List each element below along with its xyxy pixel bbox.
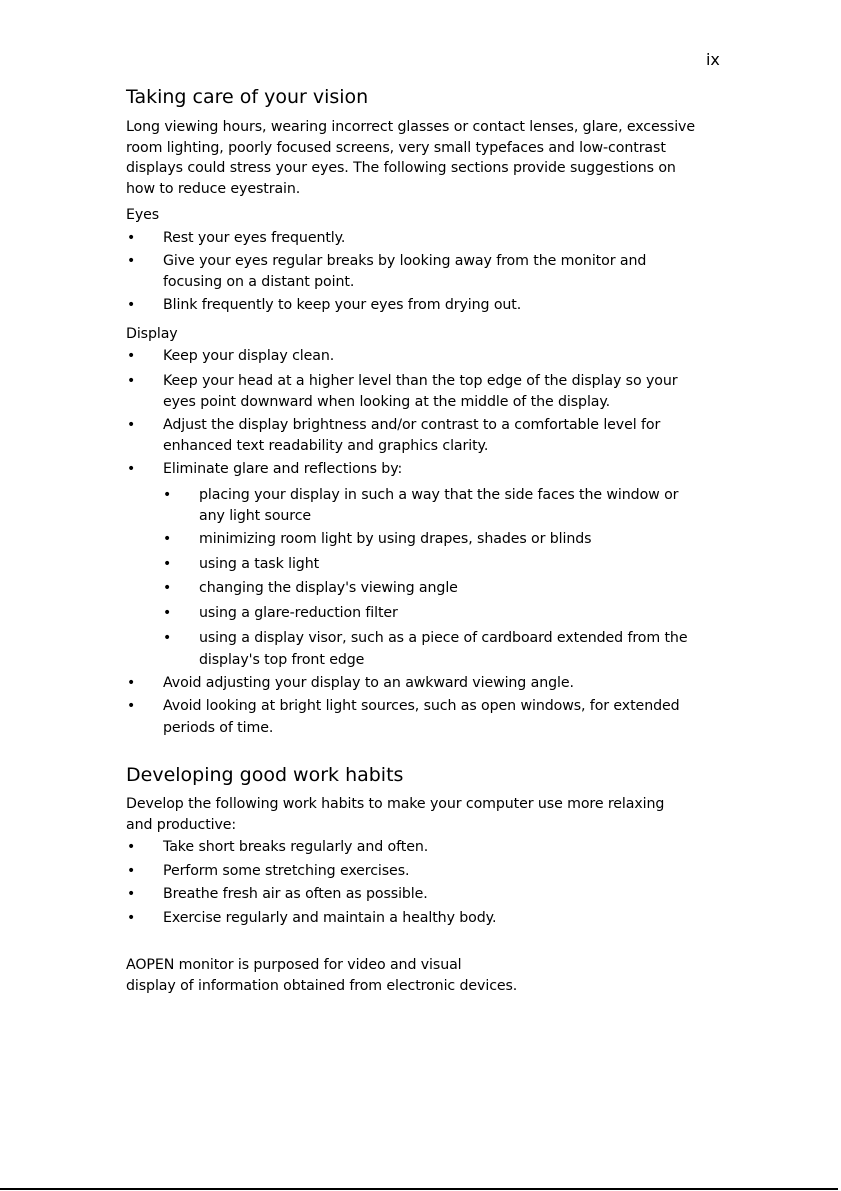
- list-item-text: Eliminate glare and reflections by:: [163, 461, 403, 477]
- list-item-text: Keep your head at a higher level than the top edge of the display so your: [163, 373, 678, 389]
- list-item-text: placing your display in such a way that the side faces the window or: [199, 487, 679, 503]
- bullet-icon: •: [127, 910, 136, 926]
- bullet-icon: •: [127, 886, 136, 902]
- paragraph-line: Long viewing hours, wearing incorrect glasses or contact lenses, glare, excessive: [126, 119, 695, 135]
- list-item-text: using a display visor, such as a piece of cardboard extended from the: [199, 630, 688, 646]
- paragraph-line: room lighting, poorly focused screens, very small typefaces and low-contrast: [126, 140, 666, 156]
- list-item-text: eyes point downward when looking at the middle of the display.: [163, 394, 611, 410]
- paragraph-line: and productive:: [126, 817, 237, 833]
- list-item-text: Rest your eyes frequently.: [163, 230, 346, 246]
- list-item-text: minimizing room light by using drapes, shades or blinds: [199, 531, 592, 547]
- bullet-icon: •: [163, 580, 172, 596]
- list-item-text: display's top front edge: [199, 652, 365, 668]
- list-item-text: Perform some stretching exercises.: [163, 863, 410, 879]
- page-number: ix: [706, 50, 720, 69]
- bullet-icon: •: [127, 348, 136, 364]
- subheading: Eyes: [126, 207, 160, 223]
- section-heading: Taking care of your vision: [126, 86, 369, 108]
- list-item-text: changing the display's viewing angle: [199, 580, 458, 596]
- list-item-text: Breathe fresh air as often as possible.: [163, 886, 428, 902]
- bullet-icon: •: [163, 487, 172, 503]
- list-item-text: Blink frequently to keep your eyes from drying out.: [163, 297, 522, 313]
- bottom-rule: [0, 1188, 838, 1190]
- footer-note-line: AOPEN monitor is purposed for video and visual: [126, 957, 462, 973]
- bullet-icon: •: [163, 605, 172, 621]
- bullet-icon: •: [127, 417, 136, 433]
- bullet-icon: •: [127, 297, 136, 313]
- subheading: Display: [126, 326, 178, 342]
- bullet-icon: •: [163, 630, 172, 646]
- bullet-icon: •: [127, 863, 136, 879]
- list-item-text: Avoid adjusting your display to an awkward viewing angle.: [163, 675, 574, 691]
- bullet-icon: •: [127, 230, 136, 246]
- list-item-text: periods of time.: [163, 720, 274, 736]
- section-heading: Developing good work habits: [126, 764, 404, 786]
- list-item-text: Take short breaks regularly and often.: [163, 839, 429, 855]
- paragraph-line: Develop the following work habits to make your computer use more relaxing: [126, 796, 665, 812]
- bullet-icon: •: [127, 373, 136, 389]
- bullet-icon: •: [127, 461, 136, 477]
- bullet-icon: •: [127, 253, 136, 269]
- list-item-text: Give your eyes regular breaks by looking away from the monitor and: [163, 253, 647, 269]
- list-item-text: Adjust the display brightness and/or contrast to a comfortable level for: [163, 417, 661, 433]
- bullet-icon: •: [127, 675, 136, 691]
- list-item-text: Exercise regularly and maintain a healthy body.: [163, 910, 497, 926]
- list-item-text: Keep your display clean.: [163, 348, 335, 364]
- footer-note-line: display of information obtained from electronic devices.: [126, 978, 518, 994]
- list-item-text: enhanced text readability and graphics clarity.: [163, 438, 489, 454]
- list-item-text: focusing on a distant point.: [163, 274, 355, 290]
- bullet-icon: •: [163, 556, 172, 572]
- list-item-text: using a glare-reduction filter: [199, 605, 398, 621]
- bullet-icon: •: [127, 839, 136, 855]
- list-item-text: using a task light: [199, 556, 320, 572]
- list-item-text: any light source: [199, 508, 312, 524]
- bullet-icon: •: [127, 698, 136, 714]
- paragraph-line: displays could stress your eyes. The following sections provide suggestions on: [126, 160, 676, 176]
- list-item-text: Avoid looking at bright light sources, such as open windows, for extended: [163, 698, 680, 714]
- paragraph-line: how to reduce eyestrain.: [126, 181, 301, 197]
- bullet-icon: •: [163, 531, 172, 547]
